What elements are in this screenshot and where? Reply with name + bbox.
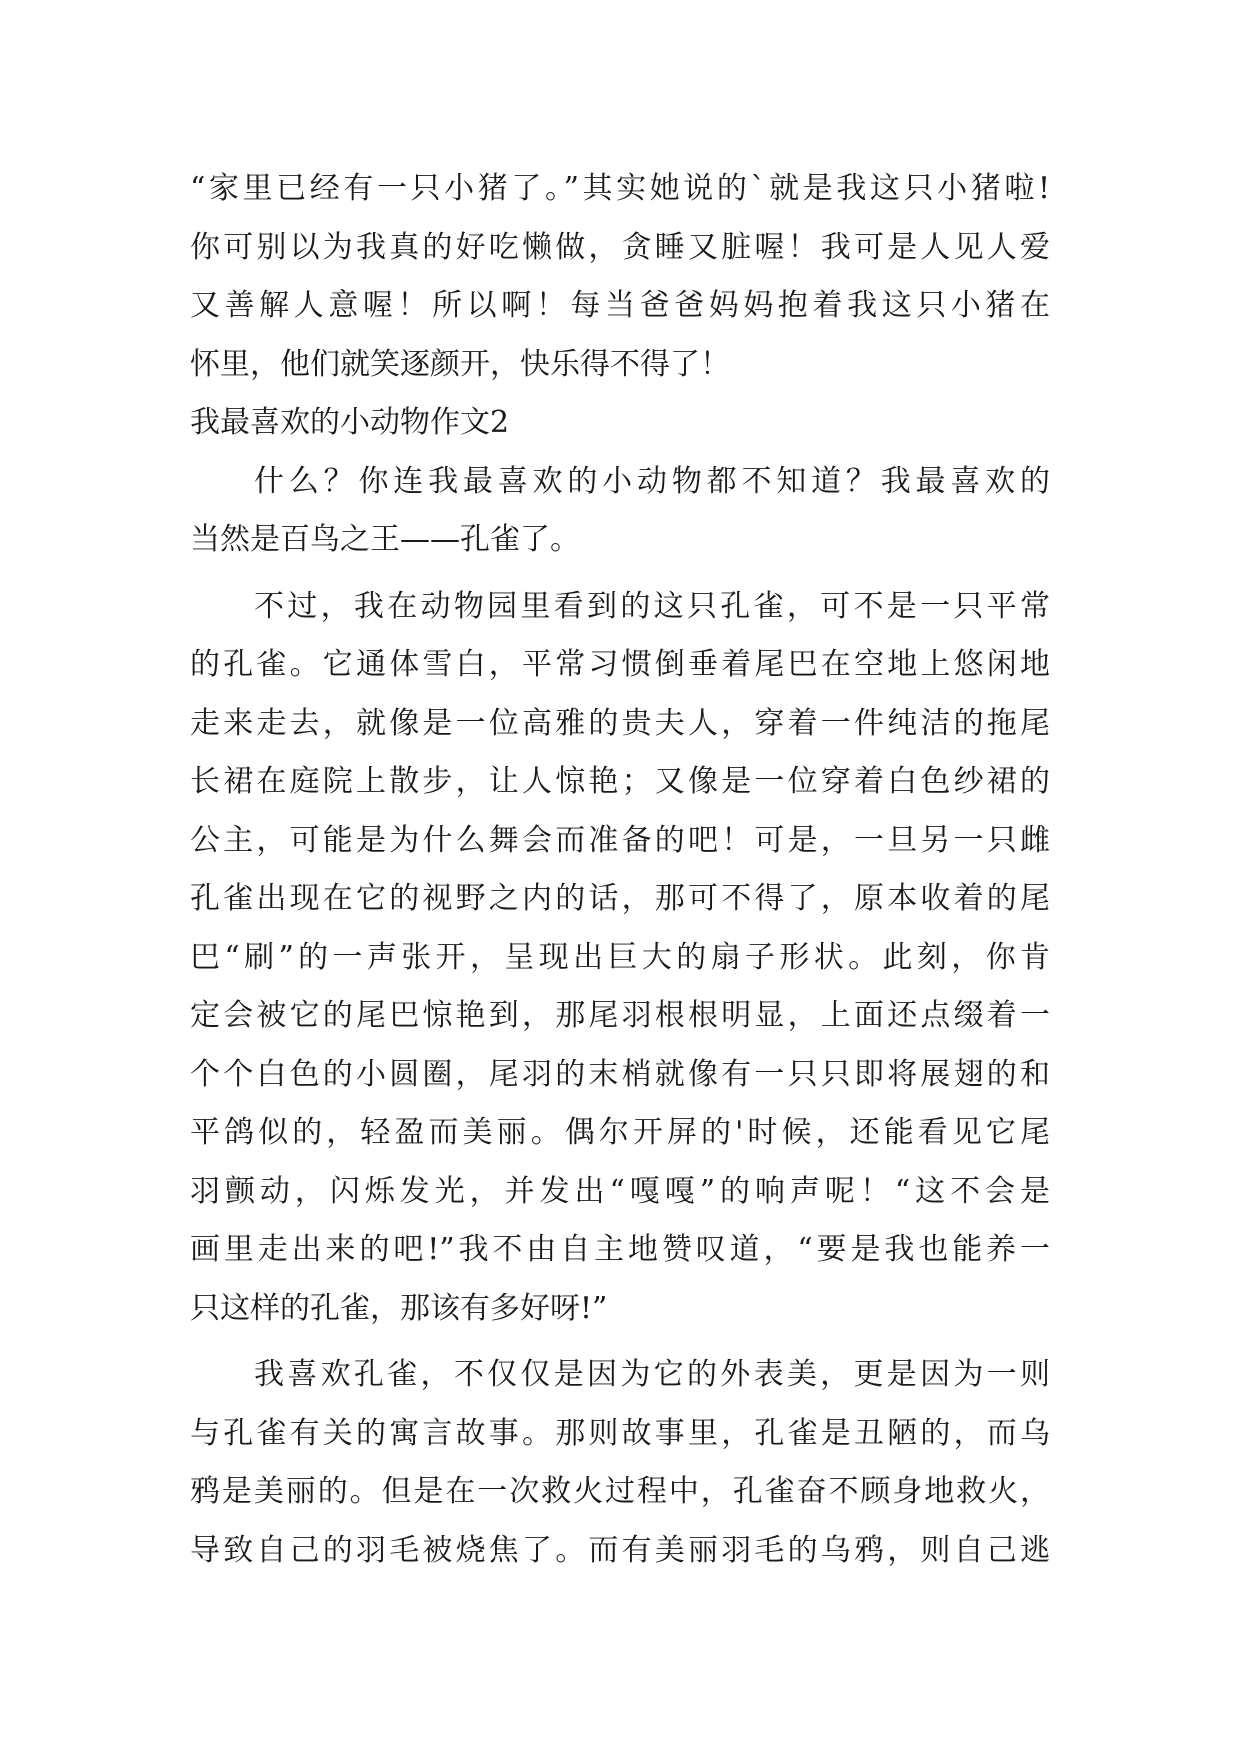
paragraph-gap xyxy=(190,570,1050,578)
paragraph-2 xyxy=(190,578,1050,1339)
text-line: 与孔雀有关的寓言故事。那则故事里，孔雀是丑陋的，而乌 xyxy=(190,1415,1050,1451)
text-line: 巴“刷”的一声张开，呈现出巨大的扇子形状。此刻，你肯 xyxy=(190,939,1050,975)
text-line: 导致自己的羽毛被烧焦了。而有美丽羽毛的乌鸦，则自己逃 xyxy=(190,1532,1050,1568)
text-line: 公主，可能是为什么舞会而准备的吧！可是，一旦另一只雌 xyxy=(190,822,1050,858)
text-line: 定会被它的尾巴惊艳到，那尾羽根根明显，上面还点缀着一 xyxy=(190,998,1050,1033)
text-line: 又善解人意喔！所以啊！每当爸爸妈妈抱着我这只小猪在 xyxy=(190,288,1050,323)
text-line: 个个白色的小圆圈，尾羽的末梢就像有一只只即将展翅的和 xyxy=(190,1056,1050,1092)
essay-heading: 我最喜欢的小动物作文2 xyxy=(190,405,510,440)
text-line: 长裙在庭院上散步，让人惊艳；又像是一位穿着白色纱裙的 xyxy=(190,764,1050,799)
paragraph-3 xyxy=(190,1346,1050,1580)
document-body xyxy=(190,160,1050,1580)
text-line: 羽颤动，闪烁发光，并发出“嘎嘎”的响声呢！“这不会是 xyxy=(190,1173,1050,1209)
text-line: 只这样的孔雀，那该有多好呀!” xyxy=(190,1290,608,1326)
text-line: 你可别以为我真的好吃懒做，贪睡又脏喔！我可是人见人爱 xyxy=(190,229,1050,265)
text-line: 的孔雀。它通体雪白，平常习惯倒垂着尾巴在空地上悠闲地 xyxy=(190,647,1050,682)
text-line: 画里走出来的吧!”我不由自主地赞叹道，“要是我也能养一 xyxy=(190,1232,1050,1267)
text-line: 鸦是美丽的。但是在一次救火过程中，孔雀奋不顾身地救火， xyxy=(190,1474,1050,1509)
text-line: 平鸽似的，轻盈而美丽。偶尔开屏的'时候，还能看见它尾 xyxy=(190,1115,1050,1150)
text-line: 什么？你连我最喜欢的小动物都不知道？我最喜欢的 xyxy=(254,463,1050,499)
text-line: 我喜欢孔雀，不仅仅是因为它的外表美，更是因为一则 xyxy=(254,1357,1050,1392)
text-line: 当然是百鸟之王——孔雀了。 xyxy=(190,522,580,557)
text-line: “家里已经有一只小猪了。”其实她说的`就是我这只小猪啦! xyxy=(190,171,1050,206)
text-line: 怀里，他们就笑逐颜开，快乐得不得了！ xyxy=(190,346,730,382)
paragraph-gap xyxy=(190,1338,1050,1346)
paragraph-1 xyxy=(190,453,1050,570)
text-line: 走来走去，就像是一位高雅的贵夫人，穿着一件纯洁的拖尾 xyxy=(190,705,1050,741)
text-line: 孔雀出现在它的视野之内的话，那可不得了，原本收着的尾 xyxy=(190,881,1050,916)
text-line: 不过，我在动物园里看到的这只孔雀，可不是一只平常 xyxy=(254,588,1050,624)
continued-paragraph xyxy=(190,160,1050,394)
